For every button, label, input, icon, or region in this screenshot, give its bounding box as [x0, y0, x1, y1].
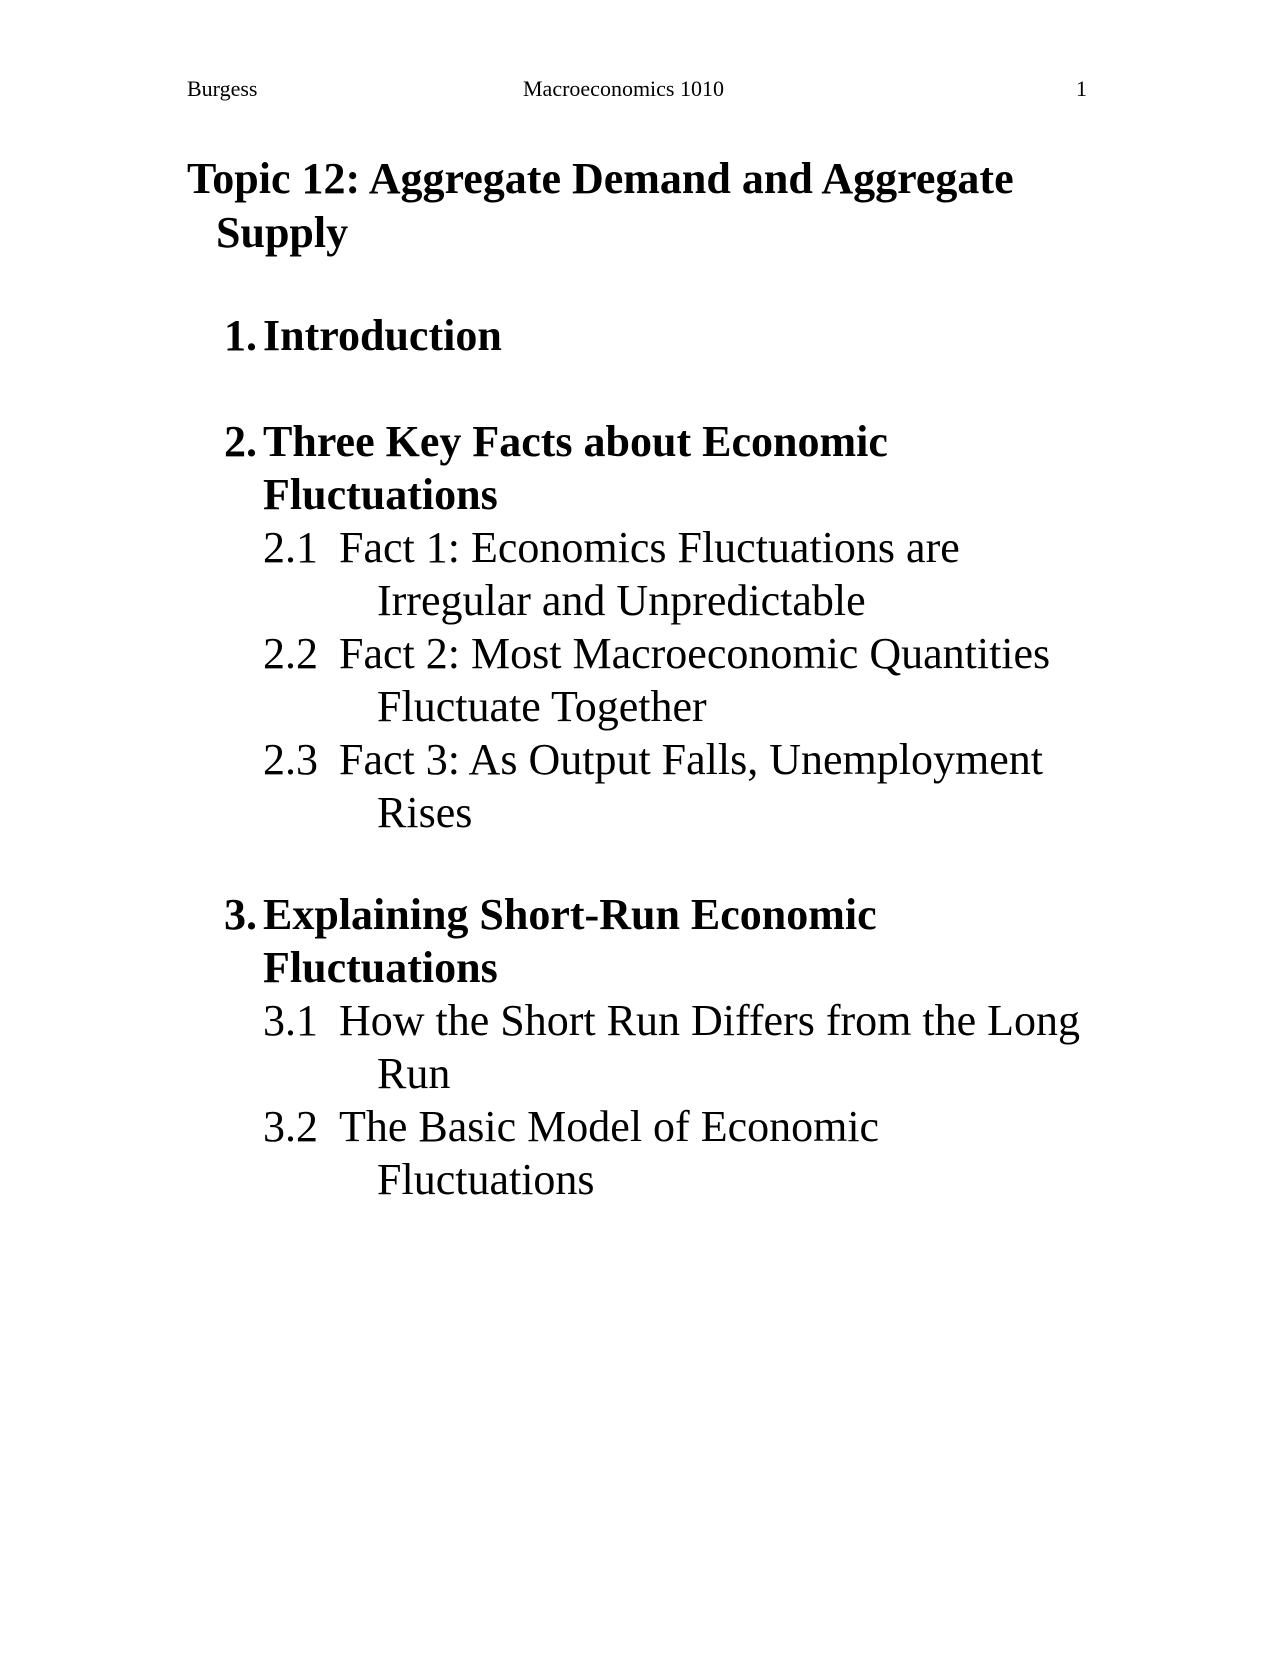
- subsection-text: The Basic Model of Economic Fluctuations: [339, 1102, 880, 1204]
- subsection-number: 2.1: [263, 523, 318, 572]
- section-key-facts: [224, 415, 1104, 839]
- subsection-text: Fact 3: As Output Falls, Unemployment Rises: [339, 735, 1043, 837]
- document-title: Topic 12: Aggregate Demand and Aggregate Supply: [187, 154, 1014, 257]
- subsection-number: 2.3: [263, 735, 318, 784]
- section-heading: [224, 888, 1104, 994]
- header-page-number: 1: [1076, 76, 1087, 101]
- header-author: Burgess: [187, 76, 258, 101]
- section-number: 2.: [224, 417, 257, 466]
- section-title: Three Key Facts about Economic Fluctuations: [263, 417, 888, 519]
- page-header: [187, 74, 1087, 104]
- section-introduction: [224, 309, 1104, 362]
- subsection-item: [263, 521, 1104, 627]
- subsection-number: 3.2: [263, 1102, 318, 1151]
- subsection-number: 3.1: [263, 996, 318, 1045]
- subsection-text: How the Short Run Differs from the Long Run: [339, 996, 1080, 1098]
- section-title: Explaining Short-Run Economic Fluctuations: [263, 890, 877, 992]
- section-number: 3.: [224, 890, 257, 939]
- subsection-item: [263, 1100, 1104, 1206]
- subsection-text: Fact 2: Most Macroeconomic Quantities Fluctuate Together: [339, 629, 1051, 731]
- section-heading: [224, 309, 1104, 362]
- section-short-run: [224, 888, 1104, 1206]
- section-heading: [224, 415, 1104, 521]
- subsection-text: Fact 1: Economics Fluctuations are Irregular and Unpredictable: [339, 523, 960, 625]
- section-title: Introduction: [263, 311, 502, 360]
- subsection-item: [263, 733, 1104, 839]
- subsection-number: 2.2: [263, 629, 318, 678]
- header-course: Macroeconomics 1010: [523, 76, 724, 101]
- subsection-item: [263, 994, 1104, 1100]
- subsection-item: [263, 627, 1104, 733]
- section-number: 1.: [224, 311, 257, 360]
